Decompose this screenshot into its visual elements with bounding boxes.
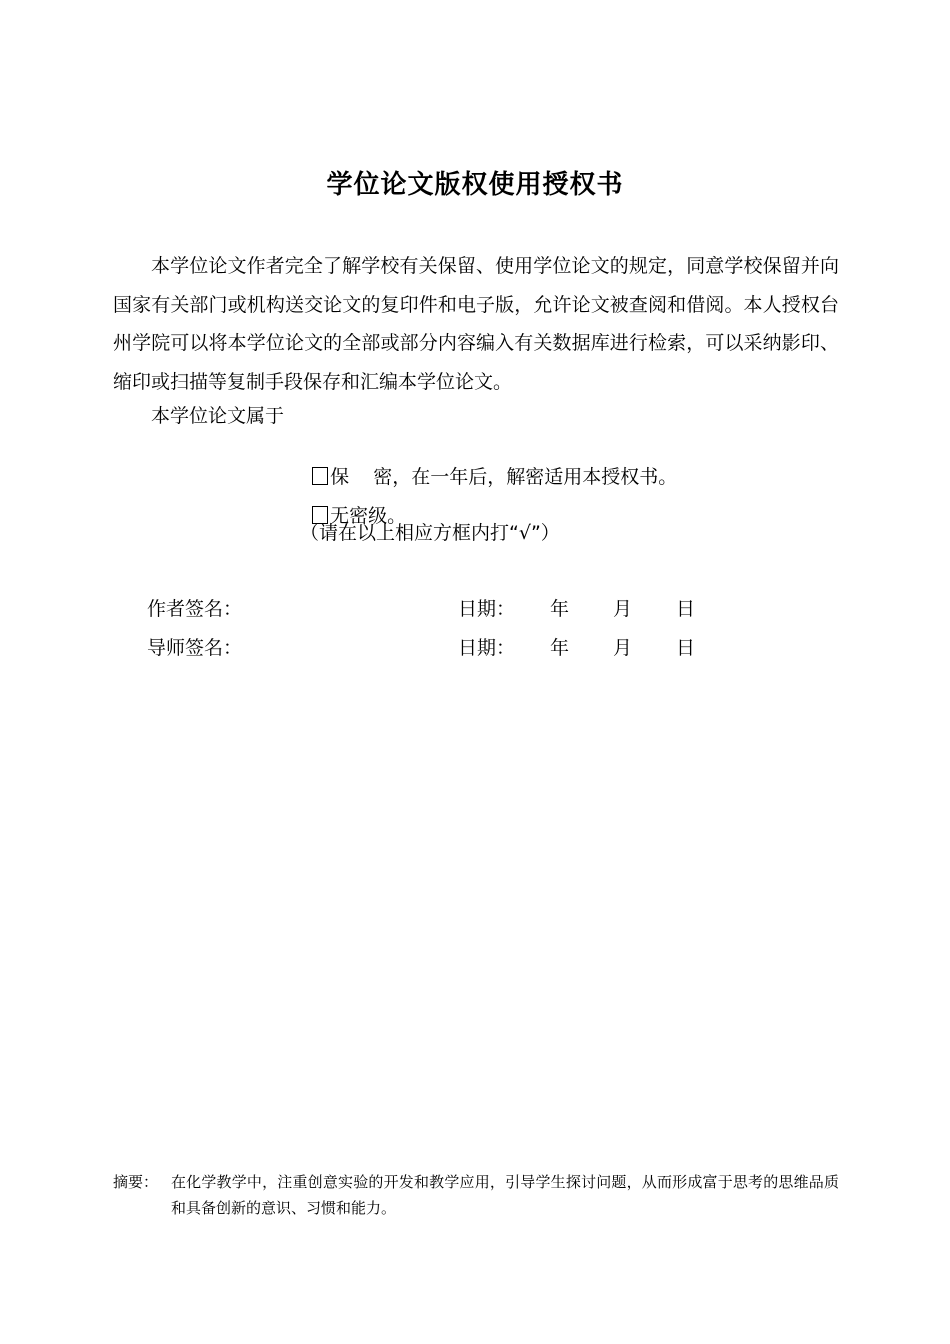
author-year-label: 年 <box>550 598 570 620</box>
author-month-label: 月 <box>613 598 633 620</box>
belongs-label: 本学位论文属于 <box>151 405 285 427</box>
abstract-label: 摘要： <box>113 1173 159 1191</box>
option-confidential-label: 保 密，在一年后，解密适用本授权书。 <box>330 466 678 488</box>
advisor-month-label: 月 <box>613 637 633 659</box>
advisor-year-label: 年 <box>550 637 570 659</box>
authorization-paragraph: 本学位论文作者完全了解学校有关保留、使用学位论文的规定，同意学校保留并向国家有关部门或机构送交论文的复印件和电子版，允许论文被查阅和借阅。本人授权台州学院可以将本学位论文的全部或部分内容编入有关数据库进行检索，可以采纳影印、缩印或扫描等复制手段保存和汇编本学位论文。 <box>113 255 839 393</box>
advisor-day-label: 日 <box>676 637 696 659</box>
author-signature-label: 作者签名： <box>147 598 243 620</box>
author-day-label: 日 <box>676 598 696 620</box>
abstract-block <box>113 1169 839 1221</box>
check-hint: （请在以上相应方框内打“√”） <box>300 522 560 544</box>
option-unclassified-label: 无密级。 <box>330 505 407 527</box>
document-title: 学位论文版权使用授权书 <box>326 170 624 200</box>
advisor-signature-label: 导师签名： <box>147 637 243 659</box>
author-date-label: 日期： <box>458 598 516 620</box>
advisor-date-label: 日期： <box>458 637 516 659</box>
abstract-text: 在化学教学中，注重创意实验的开发和教学应用，引导学生探讨问题，从而形成富于思考的思维品质和具备创新的意识、习惯和能力。 <box>171 1173 839 1217</box>
